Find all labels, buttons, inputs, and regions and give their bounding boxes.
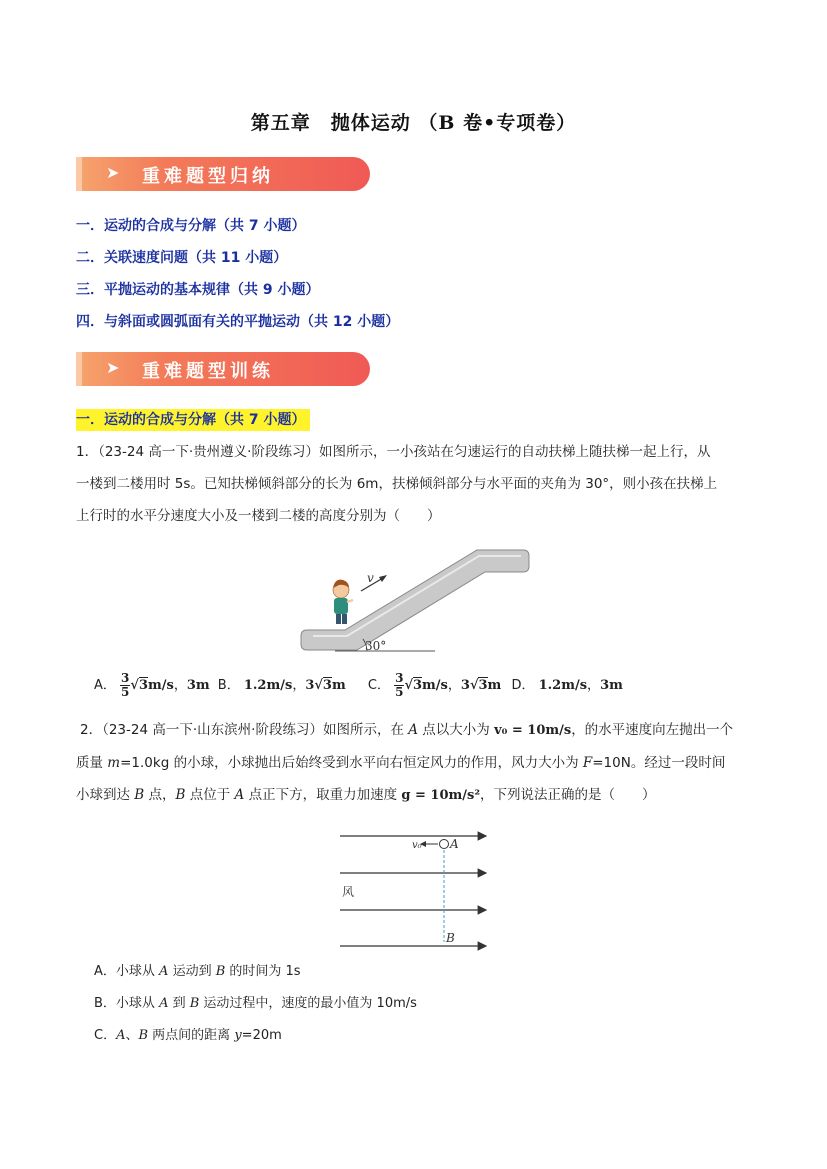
option-c[interactable]: C．A、B 两点间的距离 y=20m <box>94 1028 282 1043</box>
toc-item-3[interactable]: 三．平抛运动的基本规律（共 9 小题） <box>76 282 320 298</box>
question-1-options <box>94 670 794 702</box>
option-d[interactable]: D． 1.2m/s，3m <box>511 678 623 693</box>
banner-summary-label: 重难题型归纳 <box>142 166 274 187</box>
option-b[interactable]: B．小球从 A 到 B 运动过程中，速度的最小值为 10m/s <box>94 996 417 1011</box>
section-heading: 一．运动的合成与分解（共 7 小题） <box>76 409 310 431</box>
question-2-options <box>94 956 774 1052</box>
toc-item-1[interactable]: 一．运动的合成与分解（共 7 小题） <box>76 218 306 234</box>
option-a[interactable]: A． $\frac{3}{5}$ √3m/s，3m <box>94 671 210 699</box>
question-2-line-3: 小球到达 B 点，B 点位于 A 点正下方，取重力加速度 g = 10m/s²，下列说法正确的是（ ） <box>76 787 656 803</box>
fraction: $\frac{3}{5}$ <box>395 671 404 699</box>
child-figure <box>333 580 353 624</box>
velocity-label: v <box>367 571 374 585</box>
option-b-label: B． <box>217 678 240 693</box>
option-d-label: D． <box>511 678 535 693</box>
banner-training-label: 重难题型训练 <box>142 361 274 382</box>
arrow-icon: ➤ <box>106 358 120 377</box>
toc-item-2[interactable]: 二．关联速度问题（共 11 小题） <box>76 250 288 266</box>
question-1-line-1: 1．（23-24 高一下·贵州遵义·阶段练习）如图所示，一小孩站在匀速运行的自动扶梯上随扶梯一起上行，从 <box>76 444 711 460</box>
point-a-label: A <box>450 837 459 851</box>
wind-label: 风 <box>342 885 355 899</box>
angle-label: 30° <box>365 639 387 653</box>
fraction: $\frac{3}{5}$ <box>121 671 130 699</box>
question-1-line-2: 一楼到二楼用时 5s。已知扶梯倾斜部分的长为 6m，扶梯倾斜部分与水平面的夹角为 30°，则小孩在扶梯上 <box>76 476 718 492</box>
banner-training <box>76 352 370 386</box>
option-a[interactable]: A．小球从 A 运动到 B 的时间为 1s <box>94 964 301 979</box>
option-c-label: C． <box>367 678 390 693</box>
option-a-label: A． <box>94 678 116 693</box>
page-title: 第五章 抛体运动 （B 卷•专项卷） <box>250 112 577 134</box>
question-2-text <box>76 714 760 812</box>
option-c[interactable]: C． $\frac{3}{5}$ √3m/s，3√3m <box>367 671 502 699</box>
option-b[interactable]: B． 1.2m/s，3√3m <box>217 678 346 693</box>
wind-figure <box>336 826 492 954</box>
question-2-line-1: 2．（23-24 高一下·山东滨州·阶段练习）如图所示，在 A 点以大小为 v₀ = 10m/s，的水平速度向左抛出一个 <box>80 722 734 738</box>
question-1-text <box>76 436 756 532</box>
v0-label: v₀ <box>412 840 422 851</box>
question-1-line-3: 上行时的水平分速度大小及一楼到二楼的高度分别为（ ） <box>76 508 441 524</box>
question-2-line-2: 质量 m=1.0kg 的小球，小球抛出后始终受到水平向右恒定风力的作用，风力大小为 F=10N。经过一段时间 <box>76 755 726 771</box>
banner-summary <box>76 157 370 191</box>
escalator-figure <box>295 538 535 656</box>
arrow-icon: ➤ <box>106 163 120 182</box>
point-b-label: B <box>446 931 455 945</box>
toc-item-4[interactable]: 四．与斜面或圆弧面有关的平抛运动（共 12 小题） <box>76 314 400 330</box>
